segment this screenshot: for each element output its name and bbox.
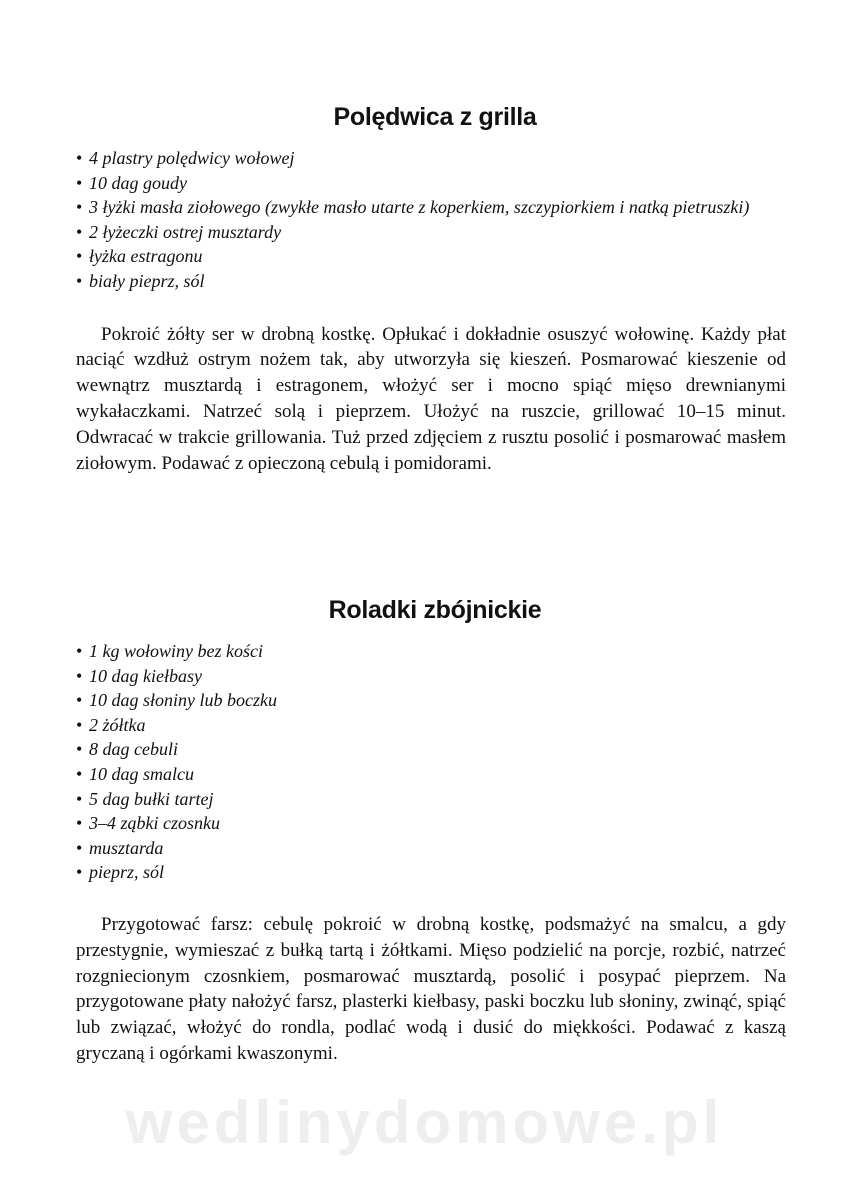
watermark: wedlinydomowe.pl xyxy=(125,1089,724,1156)
ingredient-list xyxy=(76,639,786,885)
recipe-title: Polędwica z grilla xyxy=(333,103,537,131)
recipe-roladki xyxy=(76,593,786,1067)
ingredient-item: • 10 dag goudy xyxy=(76,171,786,196)
ingredient-item: • 3 łyżki masła ziołowego (zwykłe masło utarte z koperkiem, szczypiorkiem i natką pietruszki) xyxy=(76,195,786,220)
recipe-instructions: Pokroić żółty ser w drobną kostkę. Opłukać i dokładnie osuszyć wołowinę. Każdy płat naciąć wzdłuż ostrym nożem tak, aby utworzyła się kieszeń. Posmarować kieszenie od wewnątrz musztardą i estragonem, włożyć ser i mocno spiąć mięso drewnianymi wykałaczkami. Natrzeć solą i pieprzem. Ułożyć na ruszcie, grillować 10–15 minut. Odwracać w trakcie grillowania. Tuż przed zdjęciem z rusztu posolić i posmarować masłem ziołowym. Podawać z opieczoną cebulą i pomidorami. xyxy=(76,323,786,474)
ingredient-item: • musztarda xyxy=(76,836,786,861)
ingredient-item: • łyżka estragonu xyxy=(76,244,786,269)
recipe-instructions: Przygotować farsz: cebulę pokroić w drobną kostkę, podsmażyć na smalcu, a gdy przestygnie, wymieszać z bułką tartą i żółtkami. Mięso podzielić na porcje, rozbić, natrzeć rozgniecionym czosnkiem, posmarować musztardą, posolić i posypać pieprzem. Na przygotowane płaty nałożyć farsz, plasterki kiełbasy, paski boczku lub słoniny, zwinąć, spiąć lub związać, włożyć do rondla, podlać wodą i dusić do miękkości. Podawać z kaszą gryczaną i ogórkami kwaszonymi. xyxy=(76,913,786,1064)
ingredient-item: • 2 łyżeczki ostrej musztardy xyxy=(76,220,786,245)
ingredient-item: • 3–4 ząbki czosnku xyxy=(76,811,786,836)
ingredient-item: • 10 dag kiełbasy xyxy=(76,664,786,689)
ingredient-item: • 5 dag bułki tartej xyxy=(76,787,786,812)
recipe-poledwica xyxy=(76,100,786,476)
ingredient-item: • 4 plastry polędwicy wołowej xyxy=(76,146,786,171)
ingredient-item: • 10 dag smalcu xyxy=(76,762,786,787)
ingredient-list xyxy=(76,146,786,294)
ingredient-item: • 10 dag słoniny lub boczku xyxy=(76,688,786,713)
ingredient-item: • pieprz, sól xyxy=(76,860,786,885)
ingredient-item: • biały pieprz, sól xyxy=(76,269,786,294)
recipe-title: Roladki zbójnickie xyxy=(328,596,542,624)
ingredient-item: • 2 żółtka xyxy=(76,713,786,738)
ingredient-item: • 8 dag cebuli xyxy=(76,737,786,762)
ingredient-item: • 1 kg wołowiny bez kości xyxy=(76,639,786,664)
